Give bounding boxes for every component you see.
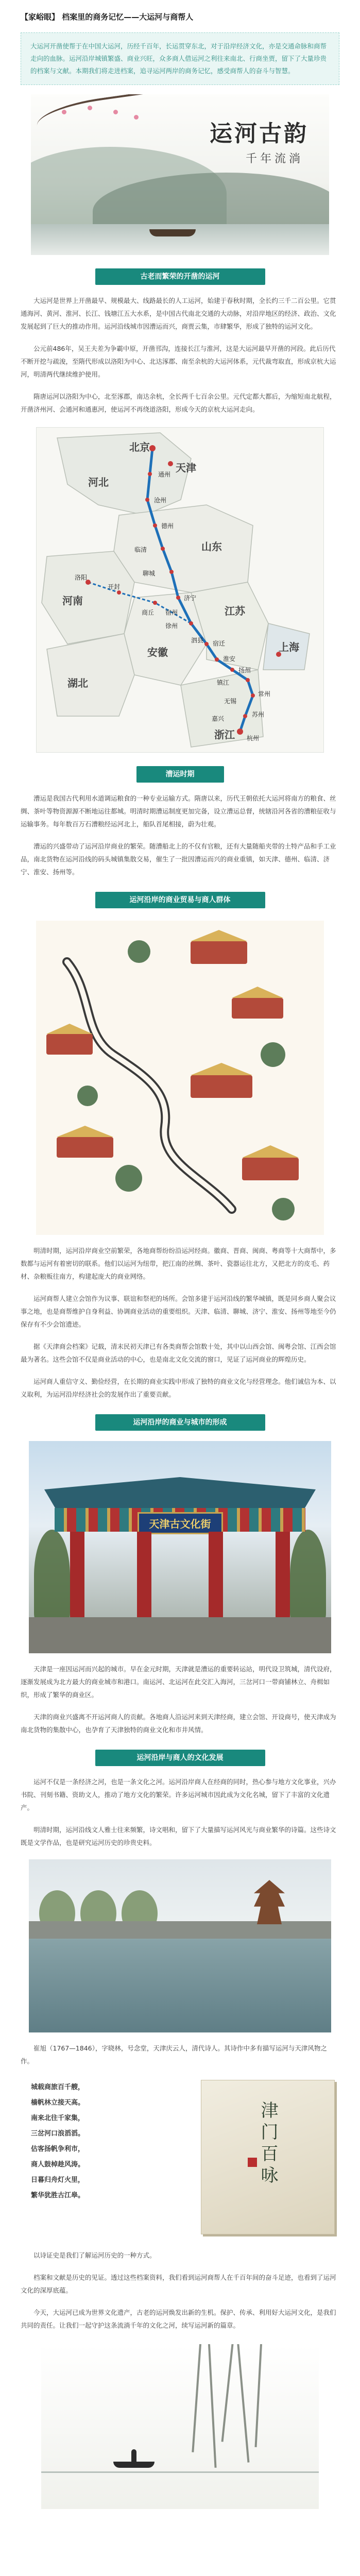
poem-intro: 崔旭（1767—1846），字晓林，号念堂，天津庆云人，清代诗人。其诗作中多有描写运河与天津风物之作。 [21,2044,327,2065]
map-region-label: 山东 [201,540,222,553]
map-region-label: 湖北 [67,677,88,689]
map-city-label: 宿迁 [213,640,226,647]
illustrated-map-svg [36,921,324,1235]
map-city-label: 泗县 [191,637,204,644]
gate-roof [44,1477,316,1508]
paragraph: 明清时期，运河沿线文人雅士往来频繁，诗文唱和，留下了大量描写运河风光与商业繁华的诗篇。这些诗文既是文学作品，也是研究运河历史的珍贵史料。 [21,1826,336,1846]
paragraph: 今天，大运河已成为世界文化遗产，古老的运河焕发出新的生机。保护、传承、利用好大运河文化，是我们共同的责任。让我们一起守护这条流淌千年的文化之河，续写运河新的篇章。 [21,2309,336,2329]
paragraph: 天津的商业兴盛离不开运河商人的贡献。各地商人沿运河来到天津经商，建立会馆、开设商号，使天津成为南北货物的集散中心，也孕育了天津独特的商业文化和市井风情。 [21,1713,336,1734]
map-city-label: 徐州 [165,622,178,630]
poem-block [31,2080,360,2204]
intro-box [21,32,339,85]
book-cover [201,2080,335,2234]
section-title: 运河沿岸与商人的文化发展 [95,1750,265,1766]
poem-lines [31,2080,175,2204]
gate-plaque: 天津古文化街 [138,1512,223,1534]
map-city-label: 临清 [134,546,147,553]
map-city-label: 通州 [158,471,171,478]
section-title: 漕运时期 [136,766,224,783]
canal-river-photo [29,1859,331,2032]
map-city-label: 聊城 [143,570,156,577]
paragraph: 以诗证史是我们了解运河历史的一种方式。 [33,2251,156,2259]
poem-line: 樯帆林立接天高。 [31,2099,85,2107]
water-shape [31,224,329,255]
map-region-label: 河南 [62,595,83,607]
map-city-label: 镇江 [217,679,230,686]
map-region-label: 河北 [88,476,109,488]
map-region-label: 北京 [129,441,150,453]
hero-subtitle: 千年流淌 [245,152,303,165]
poem-line: 商人鼓棹趁风涛。 [31,2161,85,2168]
poem-line: 三岔河口浪滔滔。 [31,2130,85,2138]
section-title: 古老而繁荣的开凿的运河 [95,268,265,285]
blossom-icon [62,110,66,114]
poem-line: 日暮归舟灯火里， [31,2176,85,2184]
map-city-label: 杭州 [247,735,260,742]
poem-line: 估客扬帆争利市， [31,2145,85,2153]
illustrated-canal-map [36,921,324,1235]
paragraph: 隋唐运河以洛阳为中心，北至涿郡，南达余杭，全长两千七百余公里。元代定都大都后，为缩短南北航程，开凿济州河、会通河和通惠河，使运河不再绕道洛阳，形成今天的京杭大运河走向。 [21,393,336,413]
map-region-label: 上海 [279,641,299,653]
paragraph: 运河商帮人建立会馆作为议事、联谊和祭祀的场所。会馆多建于运河沿线的繁华城镇，既是同乡商人聚会议事之地，也是商帮维护自身利益、协调商业活动的重要组织。天津、临清、聊城、济宁、淮安、扬州等地至今仍保存有不少会馆遗迹。 [21,1295,336,1328]
map-city-label: 常州 [258,690,271,698]
map-region-label: 天津 [176,462,196,474]
map-city-label: 沧州 [154,497,167,504]
willow-branch [192,2344,201,2452]
paragraph: 档案和文献是历史的见证。透过这些档案资料，我们看到运河商帮人在千百年间的奋斗足迹，也看到了运河文化的深厚底蕴。 [21,2274,336,2294]
poem-line: 繁华犹胜古江皋。 [31,2192,85,2199]
map-region-label: 浙江 [214,728,235,741]
ground-shape [29,1617,331,1653]
boat-shape [113,2462,155,2468]
willow-branch [208,2344,216,2468]
embankment-wall [29,1921,331,1939]
hero-image [31,94,329,255]
boatman-figure [131,2449,136,2462]
poem-line: 南来北往千家集， [31,2114,85,2122]
paragraph: 公元前486年，吴王夫差为争霸中原，开凿邗沟，连接长江与淮河，这是大运河最早开凿的河段。此后历代不断开挖与疏浚，至隋代形成以洛阳为中心、北达涿郡、南至余杭的大运河体系，元代裁弯取直，形成京杭大运河，明清两代继续维护使用。 [21,345,336,378]
memorial-gate-photo [29,1441,331,1653]
paragraph: 天津是一座因运河而兴起的城市。早在金元时期，天津就是漕运的重要转运站，明代设卫筑城，清代设府，逐渐发展成为北方最大的商业城市和港口。南运河、北运河在此交汇入海河，三岔河口一带商铺林立、舟楫如织，形成了繁华的商业区。 [21,1665,336,1699]
paragraph: 大运河是世界上开凿最早、规模最大、线路最长的人工运河，始建于春秋时期，全长约三千二百公里。它贯通海河、黄河、淮河、长江、钱塘江五大水系，是中国古代南北交通的大动脉，对沿岸地区的经济、政治、文化发展起到了巨大的推动作用。运河沿线城市因漕运而兴，商贾云集，市肆繁华，形成了独特的运河文化。 [21,297,336,330]
paragraph: 漕运的兴盛带动了运河沿岸商业的繁荣。随漕船北上的不仅有官粮，还有大量随船夹带的土特产品和手工业品，南北货物在运河沿线的码头城镇集散交易，催生了一批因漕运而兴的商业重镇，如天津、德州、临清、济宁、淮安、扬州等。 [21,842,336,876]
tree-shape [34,1530,70,1622]
map-region-label: 江苏 [225,605,245,617]
blossom-icon [134,115,139,120]
section-title: 运河沿岸的商业与城市的形成 [95,1414,265,1431]
poem-line: 城载商旅百千艘， [31,2083,85,2091]
map-city-label: 宿州 [165,609,178,616]
seal-stamp-icon [248,2158,257,2167]
willow-branch [221,2344,234,2442]
water-line [41,2471,319,2473]
map-city-label: 开封 [108,583,121,590]
map-city-label: 济宁 [184,595,197,602]
article-title: 【家峪眼】 档案里的商务记忆——大运河与商帮人 [21,12,194,22]
map-city-label: 德州 [161,522,174,530]
map-city-label: 洛阳 [75,574,88,581]
map-region-label: 安徽 [147,646,168,658]
intro-text: 大运河开凿使帮于在中国大运河，历经千百年，长运贯穿东北，对于沿岸经济文化，亦是交通命脉和商帮走向的血脉。运河沿岸城镇繁盛、商业兴旺，众多商人借运河之利往来南北、行商坐贾，留下了大量珍贵的档案与文献。本期我们将走进档案，追寻运河两岸的商务记忆，感受商帮人的奋斗与智慧。 [30,42,327,75]
map-city-label: 商丘 [142,609,155,616]
pagoda-shape [254,1880,285,1924]
map-city-label: 苏州 [252,711,265,718]
map-city-label: 无锡 [224,698,237,705]
willow-branch [237,2344,250,2463]
map-city-label: 嘉兴 [212,715,225,722]
paragraph: 据《天津商会档案》记载，清末民初天津已有各类商帮会馆数十处，其中以山西会馆、闽粤会馆、江西会馆最为著名。这些会馆不仅是商业活动的中心，也是南北文化交流的窗口，见证了运河商业的辉煌历史。 [21,1343,336,1363]
canal-map-svg [37,428,323,753]
boat-shape [149,229,196,236]
map-city-label: 扬州 [238,667,251,674]
book-title: 津门百咏 [258,2101,278,2188]
canal-map [36,427,324,753]
section-title: 运河沿岸的商业贸易与商人群体 [95,892,265,908]
paragraph: 漕运是我国古代利用水道调运粮食的一种专业运输方式。隋唐以来，历代王朝依托大运河将南方的粮食、丝绸、茶叶等物资源源不断地运往都城。明清时期漕运制度更加完备，设立漕运总督，统辖沿河各省的漕粮征收与运输事务。每年数百万石漕粮经运河北上，船队首尾相接，蔚为壮观。 [21,794,336,828]
hero-title: 运河古韵 [210,121,308,147]
map-city-label: 淮安 [223,655,236,663]
paragraph: 运河商人重信守义、勤俭经营，在长期的商业实践中形成了独特的商业文化与经营理念。他们诚信为本、以义取利，为运河沿岸经济社会的发展作出了重要贡献。 [21,1378,336,1398]
ink-painting [41,2344,319,2509]
paragraph: 明清时期，运河沿岸商业空前繁荣，各地商帮纷纷沿运河经商。徽商、晋商、闽商、粤商等十大商帮中，多数都与运河有着密切的联系。他们以运河为纽带，把江南的丝绸、茶叶、瓷器运往北方，又把北方的皮毛、药材、杂粮贩往南方，构建起庞大的商业网络。 [21,1247,336,1280]
blossom-icon [113,110,118,114]
blossom-icon [88,106,92,110]
willow-branch [255,2344,263,2447]
tree-shape [290,1530,326,1622]
paragraph: 运河不仅是一条经济之河，也是一条文化之河。运河沿岸商人在经商的同时，热心参与地方文化事业，兴办书院、刊刻书籍、资助文人，推动了地方文化的繁荣。许多运河城市因此成为文化名城，留下了丰富的文化遗产。 [21,1778,336,1811]
